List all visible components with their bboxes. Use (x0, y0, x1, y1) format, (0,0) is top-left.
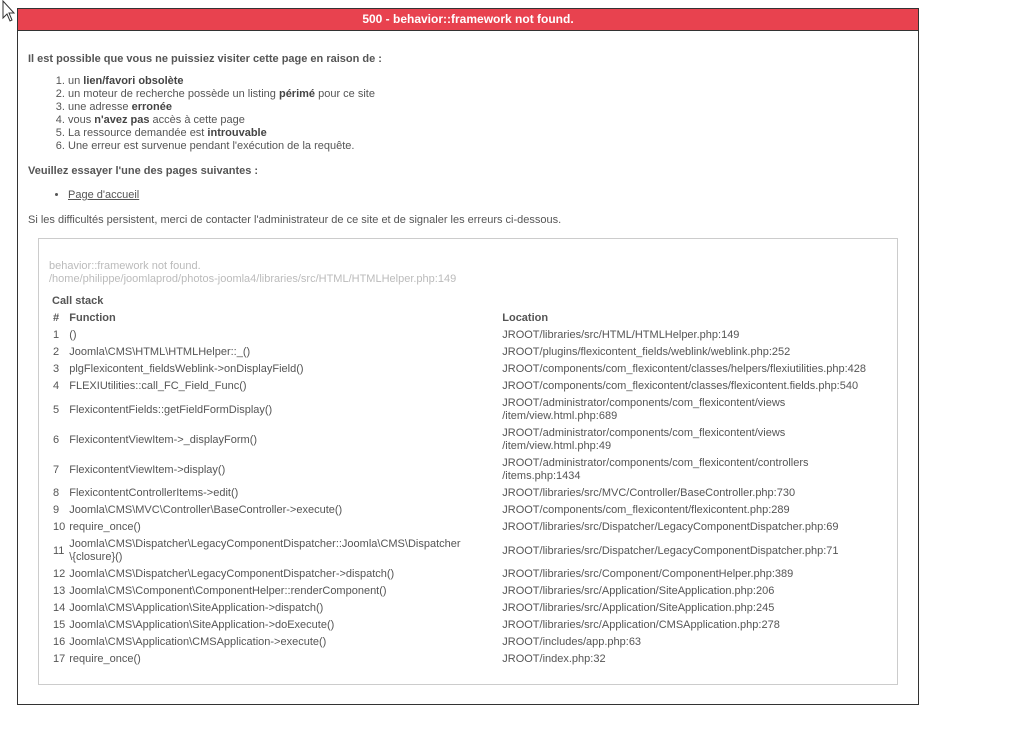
reason-item (68, 88, 908, 101)
reason-text: La ressource demandée est (68, 127, 208, 139)
row-location: JROOT/administrator/components/com_flexicontent/views /item/view.html.php:689 (502, 397, 786, 422)
reason-text: une adresse (68, 101, 132, 113)
row-location: JROOT/libraries/src/Application/SiteApplication.php:206 (502, 585, 775, 597)
table-row (51, 502, 887, 519)
row-number: 4 (53, 380, 60, 392)
reason-text: un moteur de recherche possède un listing (68, 88, 279, 100)
row-function: () (69, 329, 77, 341)
reason-emphasis: erronée (131, 101, 172, 113)
row-number: 14 (53, 602, 66, 614)
reason-emphasis: n'avez pas (94, 114, 150, 126)
table-row (51, 651, 887, 668)
error-message (49, 260, 887, 286)
row-number: 13 (53, 585, 66, 597)
mouse-cursor-icon (2, 0, 18, 24)
table-row (51, 617, 887, 634)
row-function: FlexicontentControllerItems->edit() (69, 487, 239, 499)
table-row (51, 455, 887, 485)
row-number: 7 (53, 463, 60, 476)
callstack-table (51, 310, 887, 668)
error-message-text: behavior::framework not found. (49, 260, 201, 272)
row-location: JROOT/components/com_flexicontent/flexicontent.php:289 (502, 504, 790, 516)
row-location: JROOT/administrator/components/com_flexicontent/controllers /items.php:1434 (502, 457, 809, 482)
column-header-location: Location (502, 312, 549, 324)
row-function: FlexicontentFields::getFieldFormDisplay() (69, 403, 273, 416)
reason-item (68, 140, 908, 153)
reason-item (68, 127, 908, 140)
row-function: Joomla\CMS\Component\ComponentHelper::renderComponent() (69, 585, 387, 597)
row-number: 17 (53, 653, 66, 665)
error-title: 500 - behavior::framework not found. (18, 9, 918, 31)
row-location: JROOT/libraries/src/MVC/Controller/BaseController.php:730 (502, 487, 796, 499)
row-location: JROOT/components/com_flexicontent/classes/helpers/flexiutilities.php:428 (502, 363, 867, 375)
home-page-link[interactable]: Page d'accueil (68, 189, 140, 201)
row-location: JROOT/libraries/src/Application/CMSApplication.php:278 (502, 619, 780, 631)
row-number: 2 (53, 346, 60, 358)
table-row (51, 566, 887, 583)
row-location: JROOT/components/com_flexicontent/classes/flexicontent.fields.php:540 (502, 380, 859, 392)
table-row (51, 536, 887, 566)
row-number: 6 (53, 433, 60, 446)
row-number: 12 (53, 568, 66, 580)
row-function: plgFlexicontent_fieldsWeblink->onDisplayField() (69, 363, 304, 375)
table-row (51, 634, 887, 651)
row-number: 1 (53, 329, 60, 341)
row-number: 11 (53, 544, 65, 557)
reasons-list (28, 75, 908, 153)
table-row (51, 583, 887, 600)
row-number: 16 (53, 636, 66, 648)
error-trace-box (38, 238, 898, 685)
row-number: 15 (53, 619, 66, 631)
contact-text: Si les difficultés persistent, merci de contacter l'administrateur de ce site et de signaler les erreurs ci-dessous. (28, 214, 562, 226)
row-function: Joomla\CMS\Application\SiteApplication->dispatch() (69, 602, 324, 614)
row-number: 10 (53, 521, 66, 533)
row-function: require_once() (69, 521, 141, 533)
row-function: FlexicontentViewItem->_displayForm() (69, 433, 258, 446)
try-title: Veuillez essayer l'une des pages suivantes : (28, 165, 259, 177)
row-location: JROOT/libraries/src/Dispatcher/LegacyComponentDispatcher.php:69 (502, 521, 839, 533)
table-row (51, 485, 887, 502)
reason-emphasis: lien/favori obsolète (83, 75, 184, 87)
row-function: FLEXIUtilities::call_FC_Field_Func() (69, 380, 247, 392)
intro-text: Il est possible que vous ne puissiez visiter cette page en raison de : (28, 53, 382, 65)
table-row (51, 378, 887, 395)
reason-text-end: pour ce site (315, 88, 375, 100)
row-function: Joomla\CMS\HTML\HTMLHelper::_() (69, 346, 251, 358)
row-function: require_once() (69, 653, 141, 665)
reason-item (68, 75, 908, 88)
row-function: Joomla\CMS\Application\CMSApplication->execute() (69, 636, 327, 648)
reason-text: vous (68, 114, 95, 126)
row-location: JROOT/libraries/src/Application/SiteApplication.php:245 (502, 602, 775, 614)
reason-text-end: accès à cette page (149, 114, 245, 126)
row-function: Joomla\CMS\MVC\Controller\BaseController->execute() (69, 504, 343, 516)
table-row (51, 519, 887, 536)
row-location: JROOT/administrator/components/com_flexicontent/views /item/view.html.php:49 (502, 427, 786, 452)
column-header-function: Function (69, 312, 116, 324)
reason-text: un (68, 75, 84, 87)
reason-item (68, 101, 908, 114)
error-file-path: /home/philippe/joomlaprod/photos-joomla4/libraries/src/HTML/HTMLHelper.php:149 (49, 273, 457, 285)
row-function: Joomla\CMS\Dispatcher\LegacyComponentDispatcher::Joomla\CMS\Dispatcher \{closure}() (69, 538, 461, 563)
row-function: Joomla\CMS\Dispatcher\LegacyComponentDispatcher->dispatch() (69, 568, 395, 580)
reason-text: Une erreur est survenue pendant l'exécution de la requête. (68, 140, 355, 152)
pages-list (28, 188, 908, 202)
row-location: JROOT/includes/app.php:63 (502, 636, 642, 648)
row-location: JROOT/libraries/src/HTML/HTMLHelper.php:149 (502, 329, 740, 341)
error-content (18, 52, 918, 685)
table-row (51, 395, 887, 425)
table-row (51, 425, 887, 455)
row-location: JROOT/libraries/src/Component/ComponentHelper.php:389 (502, 568, 794, 580)
row-location: JROOT/index.php:32 (502, 653, 606, 665)
row-function: Joomla\CMS\Application\SiteApplication->doExecute() (69, 619, 335, 631)
table-row (51, 600, 887, 617)
row-function: FlexicontentViewItem->display() (69, 463, 226, 476)
row-number: 9 (53, 504, 60, 516)
row-number: 5 (53, 403, 60, 416)
column-header-num: # (53, 312, 60, 324)
table-row (51, 327, 887, 344)
row-number: 3 (53, 363, 60, 375)
table-row (51, 344, 887, 361)
row-location: JROOT/plugins/flexicontent_fields/weblink/weblink.php:252 (502, 346, 791, 358)
table-header-row (51, 310, 887, 327)
error-panel (17, 8, 919, 705)
table-row (51, 361, 887, 378)
reason-emphasis: introuvable (207, 127, 267, 139)
row-location: JROOT/libraries/src/Dispatcher/LegacyComponentDispatcher.php:71 (502, 544, 839, 557)
reason-emphasis: périmé (278, 88, 316, 100)
reason-item (68, 114, 908, 127)
callstack-body (51, 327, 887, 668)
list-item (68, 188, 908, 202)
row-number: 8 (53, 487, 60, 499)
callstack-title: Call stack (52, 295, 104, 307)
